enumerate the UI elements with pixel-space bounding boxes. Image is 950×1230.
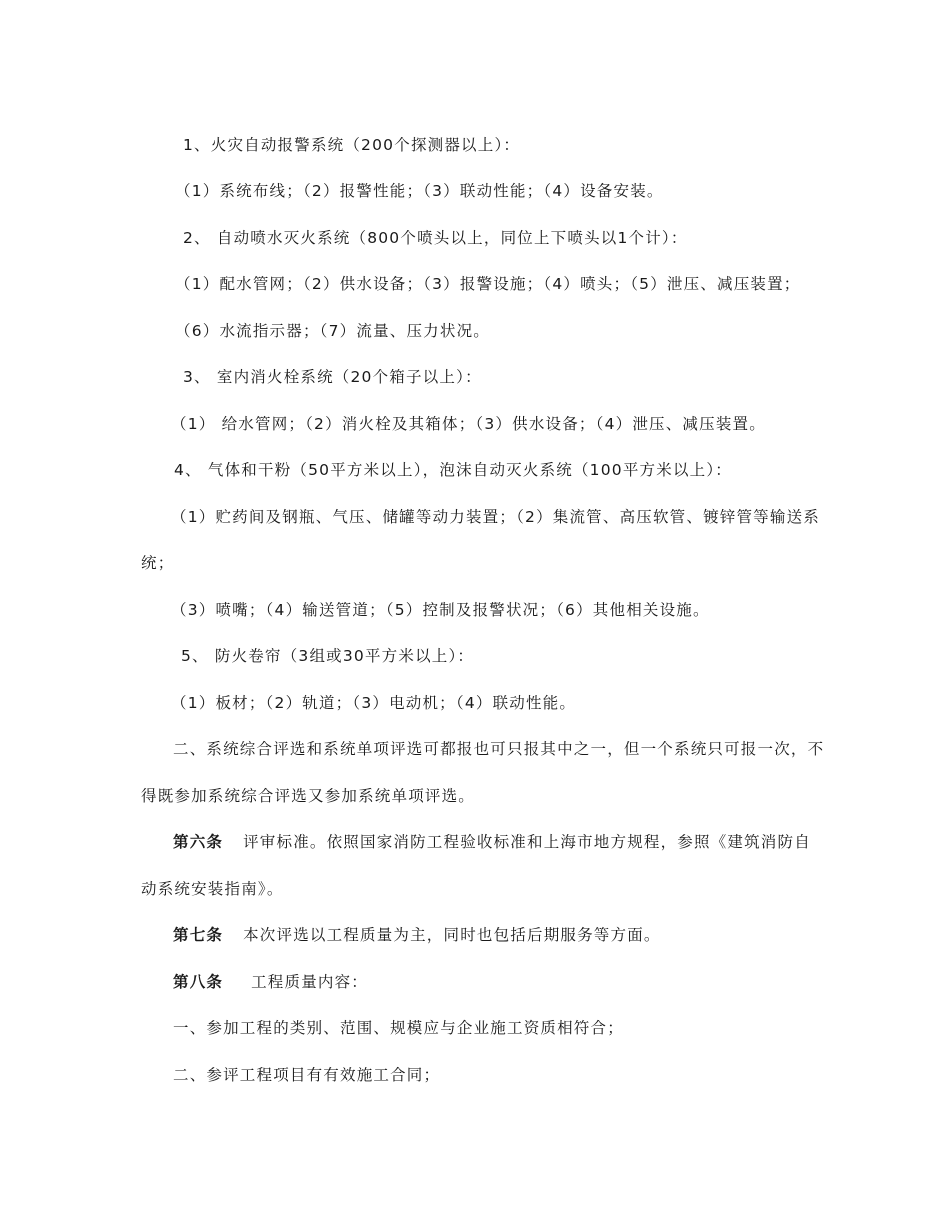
article-6-text: 评审标准。依照国家消防工程验收标准和上海市地方规程，参照《建筑消防自	[243, 833, 811, 851]
article-6-line1	[173, 832, 811, 852]
gas-powder-foam-heading: 4、 气体和干粉（50平方米以上），泡沫自动灭火系统（100平方米以上）：	[174, 461, 732, 479]
selection-rule-line1: 二、系统综合评选和系统单项评选可都报也可只报其中之一，但一个系统只可报一次，不	[173, 740, 825, 758]
quality-item-1: 一、参加工程的类别、范围、规模应与企业施工资质相符合；	[173, 1019, 624, 1037]
article-7-text: 本次评选以工程质量为主，同时也包括后期服务等方面。	[243, 926, 661, 944]
sprinkler-items-line2: （6）水流指示器；（7）流量、压力状况。	[175, 322, 490, 340]
fire-alarm-system-heading: 1、火灾自动报警系统（200个探测器以上）：	[183, 136, 521, 154]
fire-shutter-items: （1）板材；（2）轨道；（3）电动机；（4）联动性能。	[171, 694, 577, 712]
article-8-label: 第八条	[173, 973, 224, 991]
article-6-label: 第六条	[173, 833, 224, 851]
hydrant-system-heading: 3、 室内消火栓系统（20个箱子以上）：	[183, 368, 482, 386]
gas-powder-items-line2: 统；	[141, 554, 175, 572]
article-6-line2: 动系统安装指南》。	[141, 880, 284, 898]
quality-item-2: 二、参评工程项目有有效施工合同；	[173, 1066, 441, 1084]
fire-shutter-heading: 5、 防火卷帘（3组或30平方米以上）：	[181, 647, 475, 665]
article-8-text: 工程质量内容：	[251, 973, 369, 991]
sprinkler-items-line1: （1）配水管网；（2）供水设备；（3）报警设施；（4）喷头；（5）泄压、减压装置；	[175, 275, 801, 293]
gas-powder-items-line3: （3）喷嘴；（4）输送管道；（5）控制及报警状况；（6）其他相关设施。	[171, 601, 710, 619]
gas-powder-items-line1: （1）贮药间及钢瓶、气压、储罐等动力装置；（2）集流管、高压软管、镀锌管等输送系	[171, 508, 820, 526]
article-7	[173, 925, 661, 945]
article-7-label: 第七条	[173, 926, 224, 944]
sprinkler-system-heading: 2、 自动喷水灭火系统（800个喷头以上，同位上下喷头以1个计）：	[183, 229, 688, 247]
fire-alarm-items: （1）系统布线；（2）报警性能；（3）联动性能；（4）设备安装。	[175, 182, 664, 200]
selection-rule-line2: 得既参加系统综合评选又参加系统单项评选。	[141, 787, 476, 805]
article-8	[173, 972, 368, 992]
hydrant-items: （1） 给水管网；（2）消火栓及其箱体；（3）供水设备；（4）泄压、减压装置。	[171, 415, 766, 433]
